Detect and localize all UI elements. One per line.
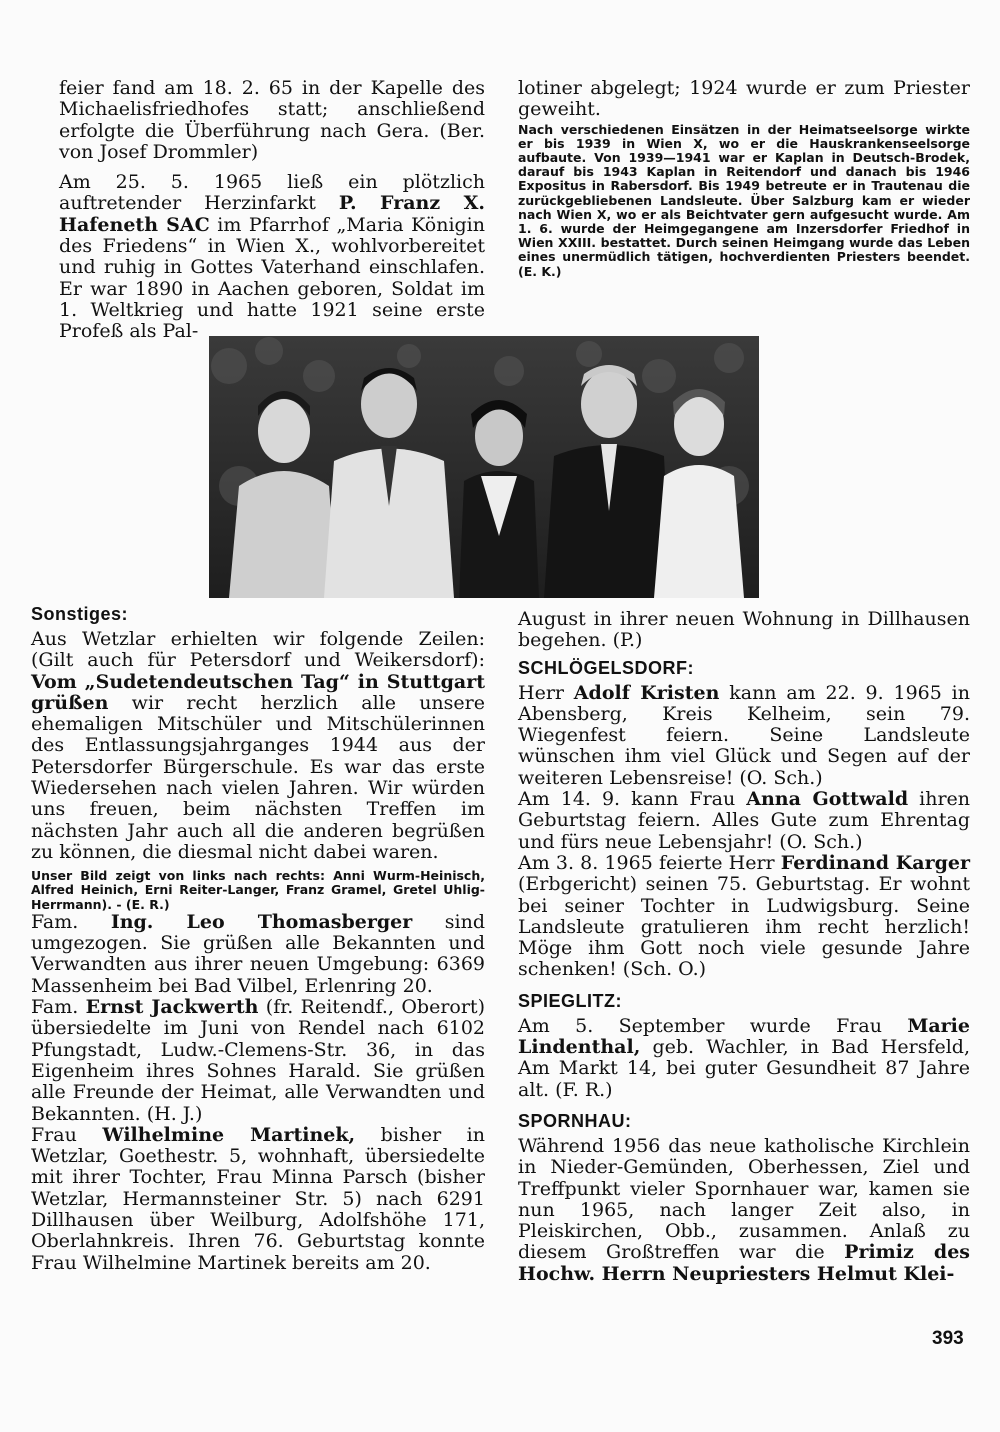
section-heading-sonstiges: Sonstiges: [31, 604, 129, 624]
wetzlar-paragraph: Aus Wetzlar erhielten wir folgende Zeilen: (Gilt auch für Petersdorf und Weikersdorf): Vom „Sudetendeutschen Tag“ in Stuttgart grüßen wir recht herzlich alle unsere ehemaligen Mitschüler und Mitschülerinnen des Entlassungsjahrganges 1944 aus der Petersdorfer Bürgerschule. Es war das erste Wiedersehen nach vielen Jahren. Wir würden uns freuen, beim nächsten Treffen im nächsten Jahr auch all die anderen begrüßen zu können, die diesmal nicht dabei waren. [31, 628, 485, 863]
obituary-name: P. Franz X. Hafeneth SAC [59, 192, 485, 236]
spornhau-paragraph: Während 1956 das neue katholische Kirchlein in Nieder-Gemünden, Oberhessen, Ziel und Treffpunkt vieler Spornhauer war, kamen sie nun 1965, nach langer Zeit also, in Pleiskirchen, Obb., zusammen. Anlaß zu diesem Großtreffen war die Primiz des Hochw. Herrn Neupriesters Helmut Klei- [518, 1134, 970, 1285]
thomasberger-paragraph: Fam. Ing. Leo Thomasberger sind umgezogen. Sie grüßen alle Bekannten und Verwandten aus ihrer neuen Umgebung: 6369 Massenheim bei Bad Vilbel, Erlenring 20. [31, 910, 485, 997]
obituary-paragraph: Am 25. 5. 1965 ließ ein plötzlich auftretender Herzinfarkt P. Franz X. Hafeneth SAC im Pfarrhof „Maria Königin des Friedens“ in Wien X., wohlvorbereitet und ruhig in Gottes Vaterhand einschlafen. Er war 1890 in Aachen geboren, Soldat im 1. Weltkrieg und hatte 1921 seine erste Profeß als Pal- [59, 171, 485, 343]
bottom-right-column [518, 609, 970, 1285]
dillhausen-paragraph: August in ihrer neuen Wohnung in Dillhausen begehen. (P.) [518, 608, 970, 652]
gottwald-paragraph: Am 14. 9. kann Frau Anna Gottwald ihren Geburtstag feiern. Alles Gute zum Ehrentag und fürs neue Lebensjahr! (O. Sch.) [518, 788, 971, 853]
lindenthal-paragraph: Am 5. September wurde Frau Marie Lindenthal, geb. Wachler, in Bad Hersfeld, Am Markt 14, bei guter Gesundheit 87 Jahre alt. (F. R.) [518, 1014, 970, 1101]
jackwerth-paragraph: Fam. Ernst Jackwerth (fr. Reitendf., Oberort) übersiedelte im Juni von Rendel nach 6102 Pfungstadt, Ludw.-Clemens-Str. 36, in das Eigenheim ihres Sohnes Harald. Sie grüßen alle Freunde der Heimat, alle Verwandten und Bekannten. (H. J.) [31, 996, 485, 1125]
top-right-column [518, 78, 970, 279]
top-left-column [59, 78, 485, 343]
bottom-left-column [31, 604, 485, 1274]
group-photo [209, 336, 759, 598]
ordination-paragraph: lotiner abgelegt; 1924 wurde er zum Priester geweiht. [518, 77, 970, 121]
section-heading-spieglitz: SPIEGLITZ: [518, 990, 622, 1011]
section-heading-schloegelsdorf: SCHLÖGELSDORF: [518, 657, 694, 678]
obituary-small-print: Nach verschiedenen Einsätzen in der Heimatseelsorge wirkte er bis 1939 in Wien X, wo er die Hauskrankenseelsorge aufbaute. Von 1939—1941 war er Kaplan in Deutsch-Brodek, darauf bis 1943 Kaplan in Reitendorf und danach bis 1946 Expositus in Rabersdorf. Bis 1949 betreute er in Trautenau die zurückgebliebenen Landsleute. Über Salzburg kam er wieder nach Wien X, wo er als Beichtvater gern aufgesucht wurde. Am 1. 6. wurde der Heimgegangene am Inzersdorfer Friedhof in Wien XXIII. bestattet. Durch seinen Heimgang wurde das Leben eines unermüdlich tätigen, hochverdienten Priesters beendet. (E. K.) [518, 121, 970, 279]
karger-paragraph: Am 3. 8. 1965 feierte Herr Ferdinand Karger (Erbgericht) seinen 75. Geburtstag. Er wohnt bei seiner Tochter in Ludwigsburg. Seine Landsleute gratulieren ihm recht herzlich! Möge ihm Gott noch viele gesunde Jahre schenken! (Sch. O.) [518, 851, 970, 981]
section-heading-spornhau: SPORNHAU: [518, 1110, 632, 1131]
photo-caption: Unser Bild zeigt von links nach rechts: Anni Wurm-Heinisch, Alfred Heinich, Erni Reiter-Langer, Franz Gramel, Gretel Uhlig-Herrmann). - (E. R.) [31, 868, 485, 912]
funeral-paragraph: feier fand am 18. 2. 65 in der Kapelle des Michaelisfriedhofes statt; anschließend erfolgte die Überführung nach Gera. (Ber. von Josef Drommler) [59, 77, 485, 163]
kristen-paragraph: Herr Adolf Kristen kann am 22. 9. 1965 in Abensberg, Kreis Kelheim, sein 79. Wiegenfest feiern. Seine Landsleute wünschen ihm viel Glück und Segen auf der weiteren Lebensreise! (O. Sch.) [518, 681, 970, 789]
martinek-paragraph: Frau Wilhelmine Martinek, bisher in Wetzlar, Goethestr. 5, wohnhaft, übersiedelte mit ihrer Tochter, Frau Minna Parsch (bisher Wetzlar, Hermannsteiner Str. 5) nach 6291 Dillhausen über Weilburg, Adolfshöhe 171, Oberlahnkreis. Ihren 76. Geburtstag konnte Frau Wilhelmine Martinek bereits am 20. [31, 1123, 486, 1274]
page-number: 393 [932, 1328, 964, 1349]
group-photo-image [209, 336, 759, 598]
